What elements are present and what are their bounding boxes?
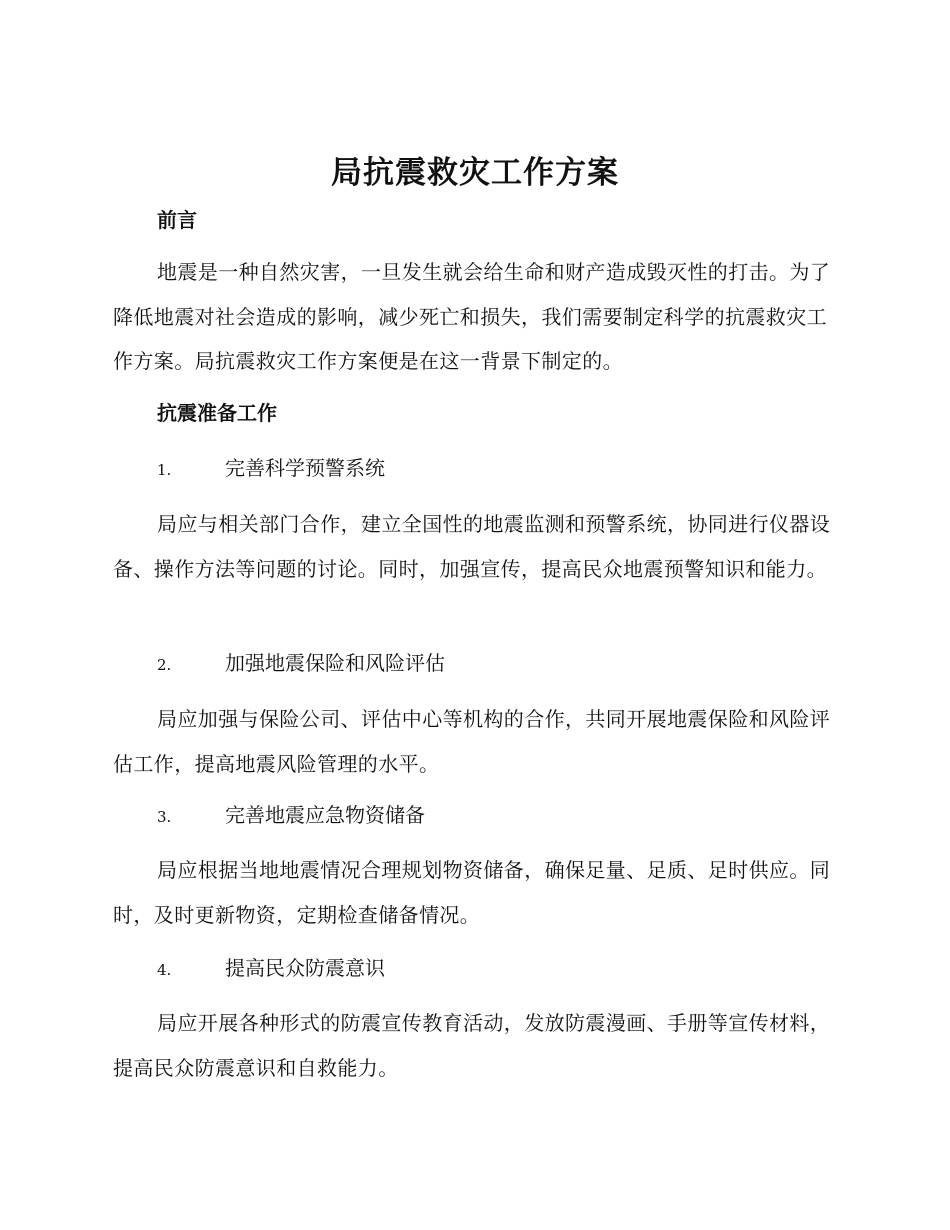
list-number: 1. <box>157 461 172 479</box>
item-3-paragraph: 局应根据当地地震情况合理规划物资储备，确保足量、足质、足时供应。同时，及时更新物资，定期检查储备情况。 <box>113 858 831 927</box>
preface-paragraph: 地震是一种自然灾害，一旦发生就会给生命和财产造成毁灭性的打击。为了降低地震对社会造成的影响，减少死亡和损失，我们需要制定科学的抗震救灾工作方案。局抗震救灾工作方案便是在这一背景下制定的。 <box>113 260 831 373</box>
item-2-paragraph: 局应加强与保险公司、评估中心等机构的合作，共同开展地震保险和风险评估工作，提高地震风险管理的水平。 <box>113 707 831 776</box>
list-number: 2. <box>157 656 172 674</box>
list-item-4 <box>157 953 385 985</box>
list-item-3 <box>157 800 425 832</box>
section-heading-preface: 前言 <box>157 208 197 232</box>
list-item-2 <box>157 648 445 680</box>
list-number: 3. <box>157 808 172 826</box>
item-1-paragraph: 局应与相关部门合作，建立全国性的地震监测和预警系统，协同进行仪器设备、操作方法等问题的讨论。同时，加强宣传，提高民众地震预警知识和能力。 <box>113 512 831 581</box>
list-title: 完善科学预警系统 <box>225 456 385 480</box>
list-item-1 <box>157 453 385 485</box>
item-4-paragraph: 局应开展各种形式的防震宣传教育活动，发放防震漫画、手册等宣传材料，提高民众防震意识和自救能力。 <box>113 1011 831 1080</box>
section-heading-preparation: 抗震准备工作 <box>157 401 277 425</box>
list-number: 4. <box>157 961 172 979</box>
document-title: 局抗震救灾工作方案 <box>331 155 619 191</box>
list-title: 提高民众防震意识 <box>225 956 385 980</box>
list-title: 完善地震应急物资储备 <box>225 803 425 827</box>
list-title: 加强地震保险和风险评估 <box>225 651 445 675</box>
